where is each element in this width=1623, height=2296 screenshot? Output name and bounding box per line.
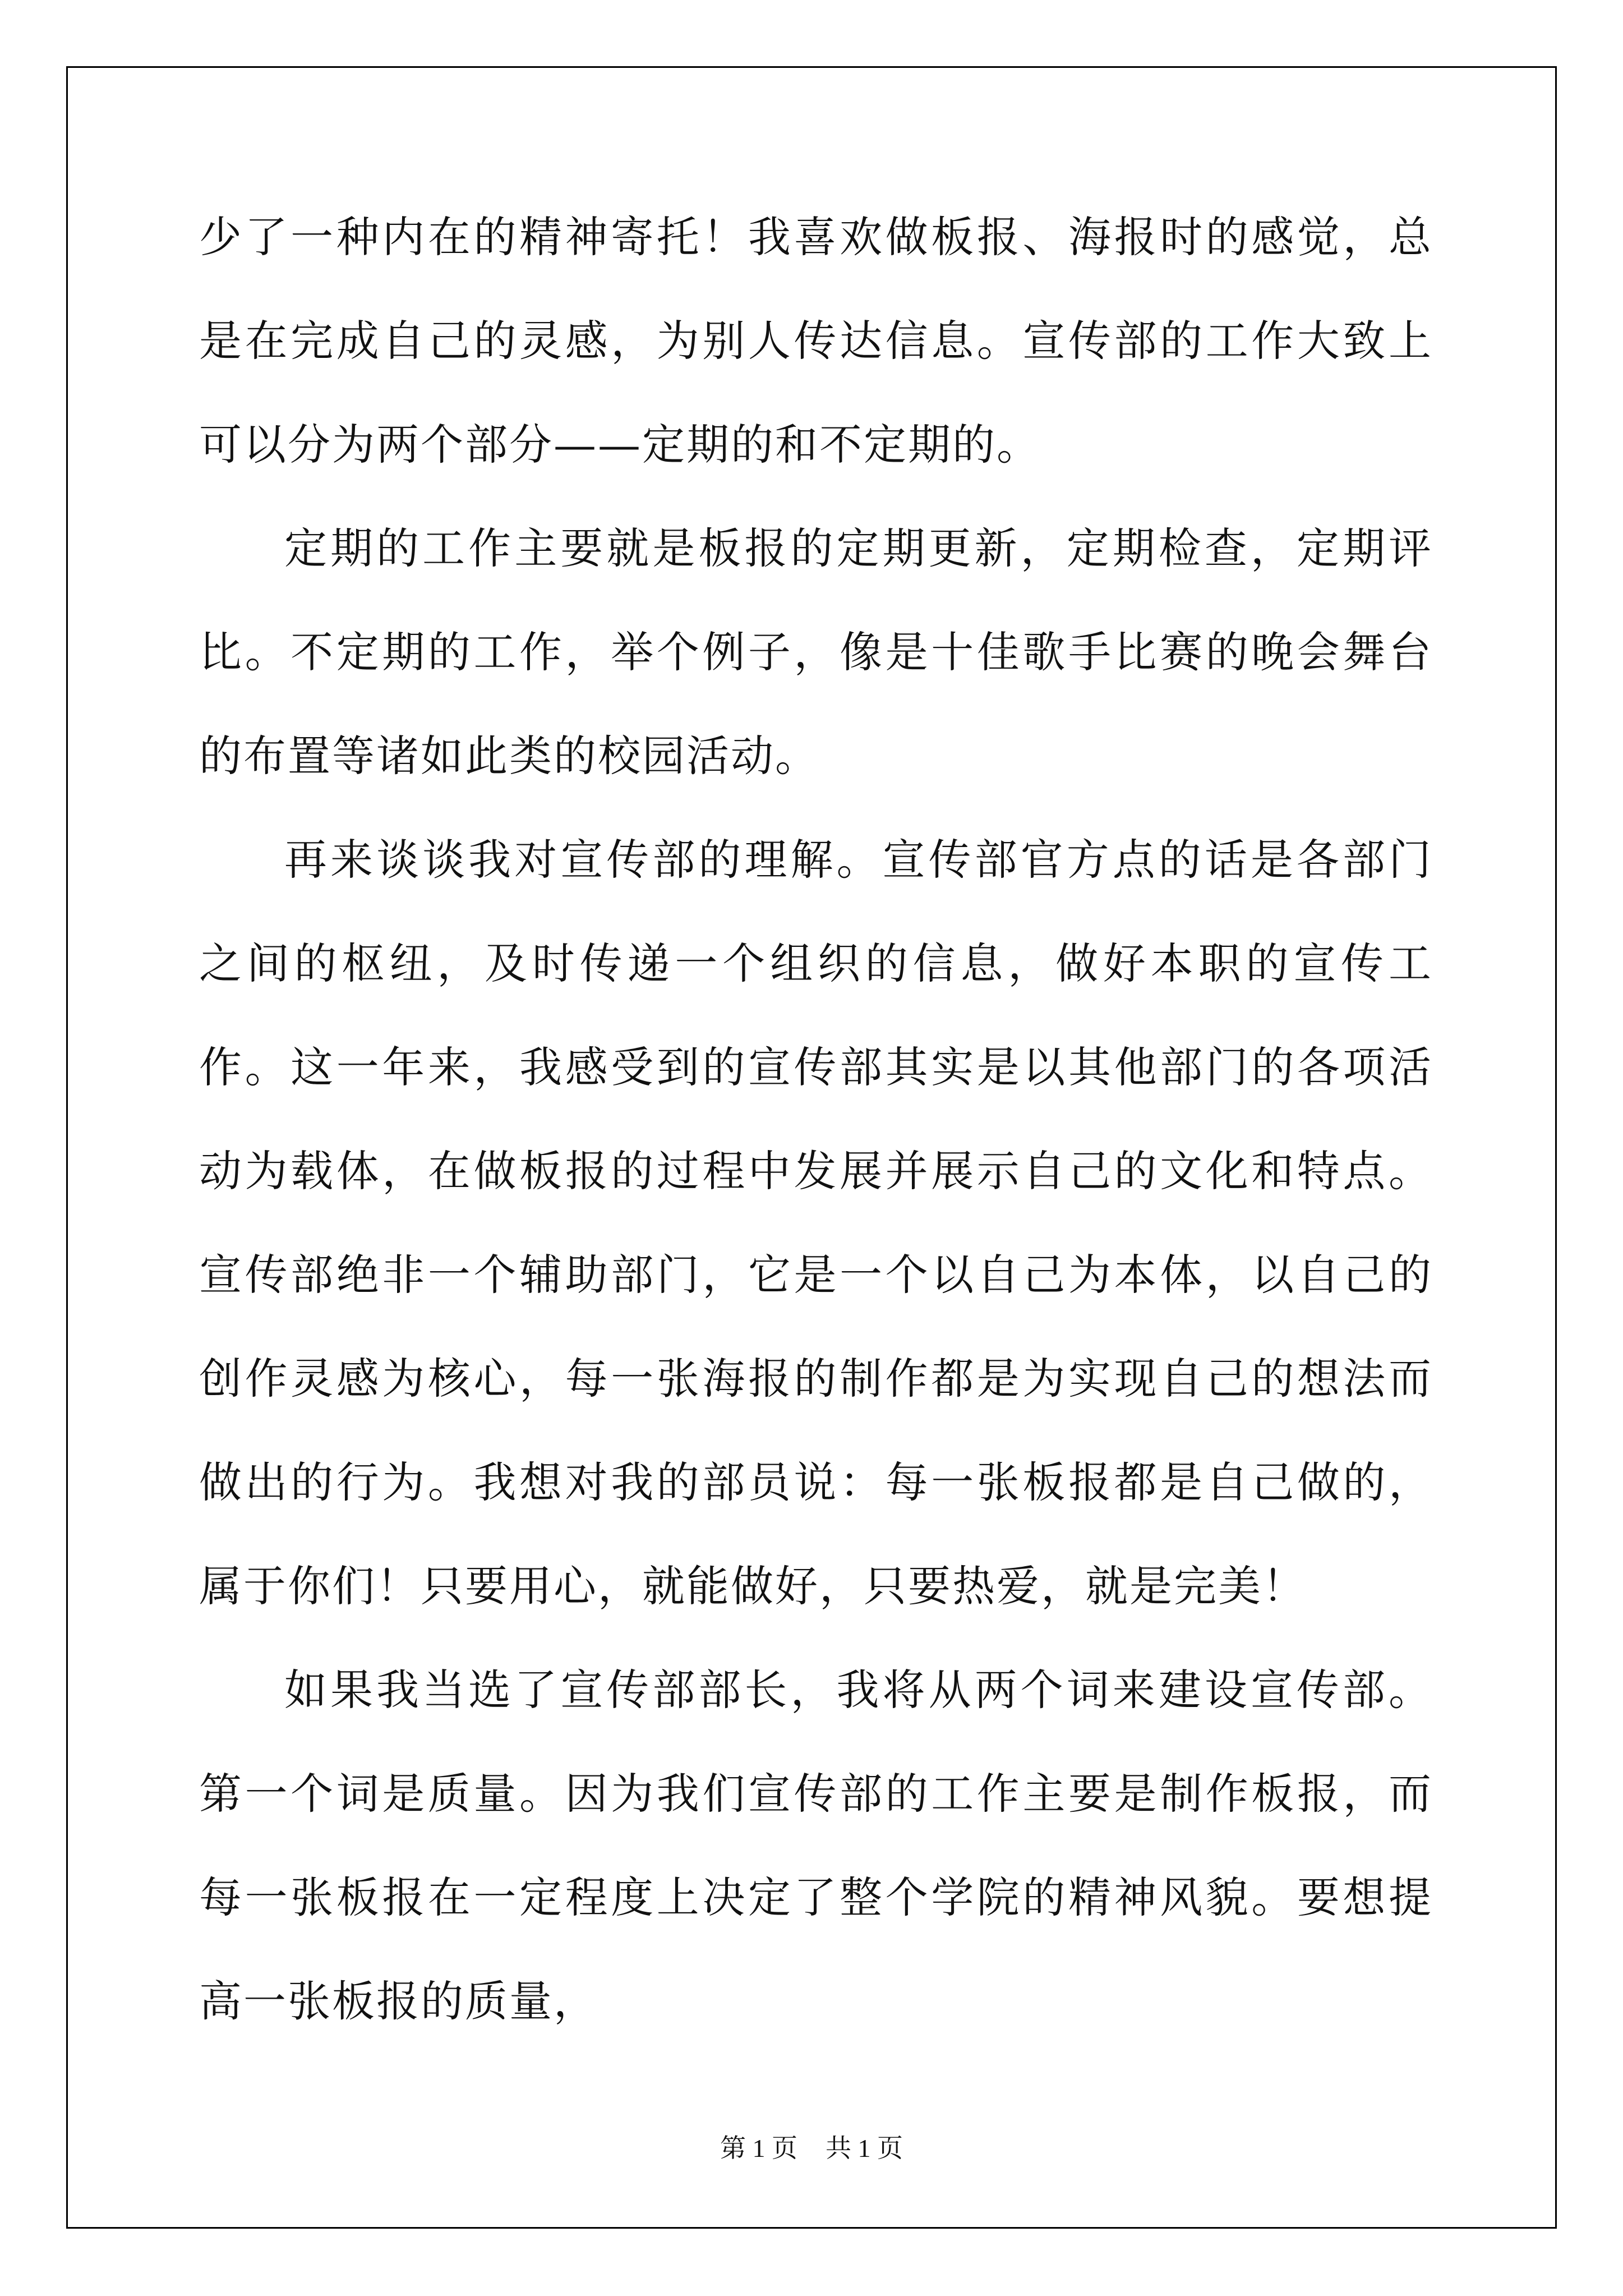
paragraph-4: 如果我当选了宣传部部长，我将从两个词来建设宣传部。第一个词是质量。因为我们宣传部的工作主要是制作板报，而每一张板报在一定程度上决定了整个学院的精神风貌。要想提高一张板报的质量， [199, 1665, 1433, 2026]
document-body [199, 185, 1433, 2053]
page-footer [0, 2132, 1623, 2165]
paragraph-2: 定期的工作主要就是板报的定期更新，定期检查，定期评比。不定期的工作，举个例子，像是十佳歌手比赛的晚会舞台的布置等诸如此类的校园活动。 [199, 523, 1433, 781]
paragraph-3: 再来谈谈我对宣传部的理解。宣传部官方点的话是各部门之间的枢纽，及时传递一个组织的信息，做好本职的宣传工作。这一年来，我感受到的宣传部其实是以其他部门的各项活动为载体，在做板报的过程中发展并展示自己的文化和特点。宣传部绝非一个辅助部门，它是一个以自己为本体，以自己的创作灵感为核心，每一张海报的制作都是为实现自己的想法而做出的行为。我想对我的部员说：每一张板报都是自己做的，属于你们！只要用心，就能做好，只要热爱，就是完美！ [199, 835, 1433, 1611]
page-number: 第 1 页 [720, 2134, 797, 2162]
paragraph-1: 少了一种内在的精神寄托！我喜欢做板报、海报时的感觉，总是在完成自己的灵感，为别人传达信息。宣传部的工作大致上可以分为两个部分——定期的和不定期的。 [199, 212, 1433, 470]
page-total: 共 1 页 [826, 2134, 903, 2162]
